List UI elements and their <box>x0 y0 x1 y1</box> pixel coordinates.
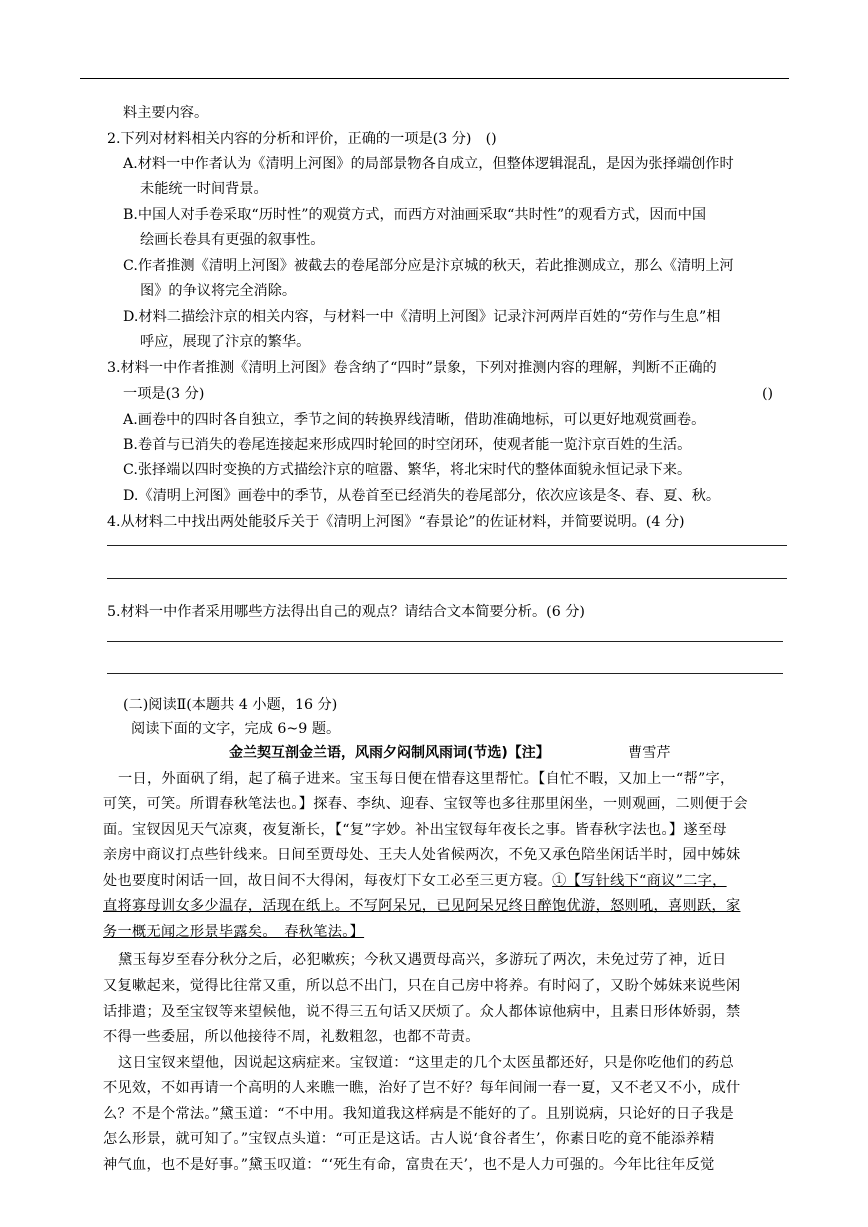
passage-line: 神气血，也不是好事。”黛玉叹道：“‘死生有命，富贵在天’，也不是人力可强的。今年比往年反觉 <box>103 1157 715 1173</box>
passage-line: 面。宝钗因见天气凉爽，夜复渐长，【“复”字妙。补出宝钗每年夜长之事。皆春秋字法也。】遂至母 <box>103 822 727 838</box>
passage-line: 可笑，可笑。所谓春秋笔法也。】探春、李纨、迎春、宝钗等也多往那里闲坐，一则观画，二则便于会 <box>103 796 748 812</box>
q3-option-a: A.画卷中的四时各自独立，季节之间的转换界线清晰，借助准确地标，可以更好地观赏画卷。 <box>123 412 706 428</box>
header-rule <box>80 78 789 79</box>
passage-line: 怎么形景，就可知了。”宝钗点头道：“可正是这话。古人说‘食谷者生’，你素日吃的竟不能添养精 <box>103 1131 715 1147</box>
q3-option-d: D.《清明上河图》画卷中的季节，从卷首至已经消失的卷尾部分，依次应该是冬、春、夏、秋。 <box>123 488 721 504</box>
q2-option-a: A.材料一中作者认为《清明上河图》的局部景物各自成立，但整体逻辑混乱，是因为张择端创作时 <box>123 156 734 172</box>
q2-stem: 2.下列对材料相关内容的分析和评价，正确的一项是(3 分) () <box>107 131 497 147</box>
q2-option-b-cont: 绘画长卷具有更强的叙事性。 <box>140 232 325 248</box>
q2-option-c: C.作者推测《清明上河图》被截去的卷尾部分应是汴京城的秋天，若此推测成立，那么《清明上河 <box>123 258 734 274</box>
q5-stem: 5.材料一中作者采用哪些方法得出自己的观点？请结合文本简要分析。(6 分) <box>107 604 585 620</box>
q2-option-a-cont: 未能统一时间背景。 <box>140 181 268 197</box>
q5-answer-line-1[interactable] <box>107 641 783 642</box>
q3-stem: 3.材料一中作者推测《清明上河图》卷含纳了“四时”景象，下列对推测内容的理解，判断不正确的 <box>107 360 717 376</box>
passage-line: 不得一些委屈，所以他接待不周，礼数粗忽，也都不苛责。 <box>103 1029 480 1045</box>
passage-line: 亲房中商议打点些针线来。日间至贾母处、王夫人处省候两次，不免又承色陪坐闲话半时，园中姊妹 <box>103 847 741 863</box>
q4-answer-line-2[interactable] <box>107 578 787 579</box>
q2-option-d-cont: 呼应，展现了汴京的繁华。 <box>140 334 311 350</box>
section-heading: (二)阅读Ⅱ(本题共 4 小题，16 分) <box>123 697 338 713</box>
q3-option-c: C.张择端以四时变换的方式描绘汴京的喧嚣、繁华，将北宋时代的整体面貌永恒记录下来。 <box>123 462 692 478</box>
passage-line: 一日，外面矾了绢，起了稿子进来。宝玉每日便在惜春这里帮忙。【自忙不暇，又加上一“帮”字， <box>118 771 735 787</box>
passage-line: 黛玉每岁至春分秋分之后，必犯嗽疾；今秋又遇贾母高兴，多游玩了两次，未免过劳了神，近日 <box>118 952 727 968</box>
q2-option-b: B.中国人对手卷采取“历时性”的观赏方式，而西方对油画采取“共时性”的观看方式，因而中国 <box>123 207 707 223</box>
q5-answer-line-2[interactable] <box>107 673 783 674</box>
passage-line: 又复嗽起来，觉得比往常又重，所以总不出门，只在自己房中将养。有时闷了，又盼个姊妹来说些闲 <box>103 978 741 994</box>
passage-line: 不见效，不如再请一个高明的人来瞧一瞧，治好了岂不好？每年间闹一春一夏，又不老又不小，成什 <box>103 1080 741 1096</box>
q3-stem-cont: 一项是(3 分) <box>123 386 205 402</box>
passage-title: 金兰契互剖金兰语，风雨夕闷制风雨词(节选)【注】 <box>229 745 550 761</box>
q3-answer-paren: () <box>762 386 774 402</box>
passage-line: 么？不是个常法。”黛玉道：“不中用。我知道我这样病是不能好的了。且别说病，只论好的日子我是 <box>103 1106 734 1122</box>
annotation-1-end: 务一概无闻之形景毕露矣。 春秋笔法。】 <box>103 924 365 940</box>
annotation-1-cont: 直将寡母训女多少温存，活现在纸上。不写阿呆兄，已见阿呆兄终日醉饱优游，怒则吼，喜则跃，家 <box>103 898 741 914</box>
q2-option-d: D.材料二描绘汴京的相关内容，与材料一中《清明上河图》记录汴河两岸百姓的“劳作与生息”相 <box>123 309 721 325</box>
passage-line: 这日宝钗来望他，因说起这病症来。宝钗道：“这里走的几个太医虽都还好，只是你吃他们的药总 <box>118 1055 735 1071</box>
passage-text: 处也要度时闲话一回，故日间不大得闲，每夜灯下女工必至三更方寝。 <box>103 873 553 889</box>
annotation-1: ①【写针线下“商议”二字， <box>552 873 727 889</box>
q3-option-b: B.卷首与已消失的卷尾连接起来形成四时轮回的时空闭环，使观者能一览汴京百姓的生活。 <box>123 437 692 453</box>
passage-line <box>103 871 727 891</box>
q1-tail: 料主要内容。 <box>123 105 209 121</box>
q4-answer-line-1[interactable] <box>107 545 787 546</box>
q2-option-c-cont: 图》的争议将完全消除。 <box>140 283 297 299</box>
section-instruction: 阅读下面的文字，完成 6~9 题。 <box>131 721 341 737</box>
passage-line: 话排遣；及至宝钗等来望候他，说不得三五句话又厌烦了。众人都体谅他病中，且素日形体娇弱，禁 <box>103 1004 741 1020</box>
passage-author: 曹雪芹 <box>628 745 671 761</box>
q4-stem: 4.从材料二中找出两处能驳斥关于《清明上河图》“春景论”的佐证材料，并简要说明。(4 分) <box>107 514 685 530</box>
